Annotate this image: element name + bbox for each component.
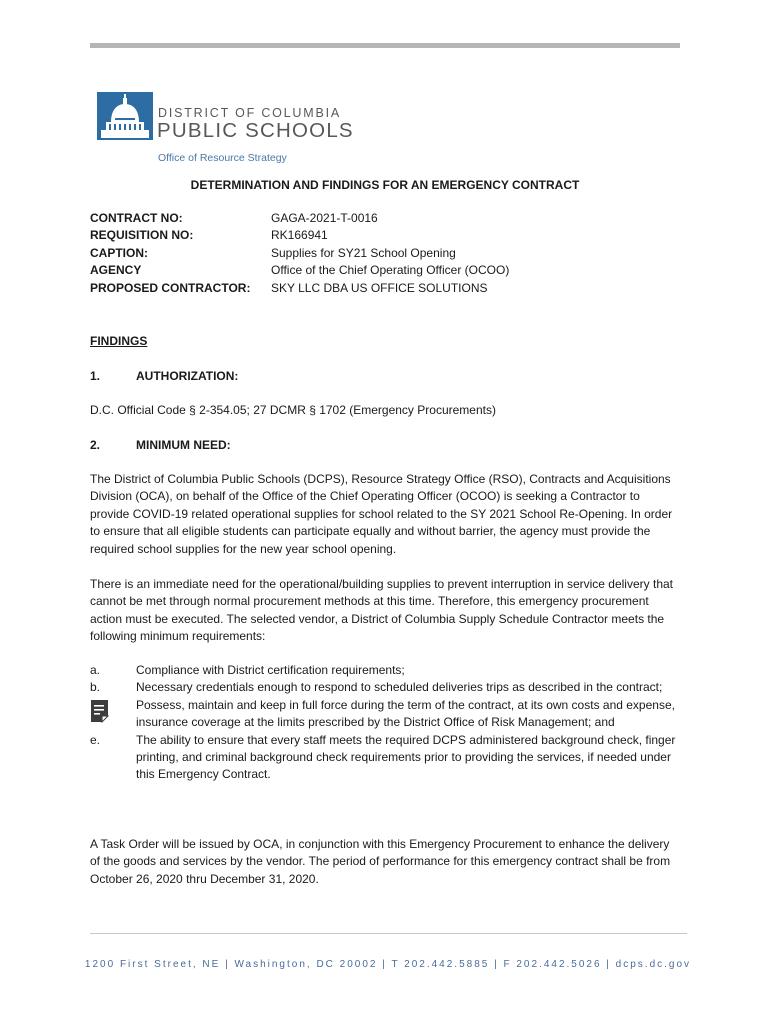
contract-info-row [90, 227, 509, 244]
list-marker [90, 697, 136, 732]
findings-heading: FINDINGS [90, 334, 148, 348]
authorization-text: D.C. Official Code § 2-354.05; 27 DCMR § 1702 (Emergency Procurements) [90, 403, 496, 417]
immediate-need-paragraph: There is an immediate need for the operational/building supplies to prevent interruption in service delivery that cannot be met through normal procurement methods at this time. Therefore, this emergency procurement action must be executed. The selected vendor, a District of Columbia Supply Schedule Contractor meets the following minimum requirements: [90, 577, 673, 644]
section-1-number: 1. [90, 369, 101, 383]
section-2-heading [90, 437, 231, 454]
contract-info [90, 210, 509, 297]
agency-label: AGENCY [90, 263, 142, 278]
section-1-title: AUTHORIZATION: [136, 369, 239, 383]
minimum-need-paragraph: The District of Columbia Public Schools (DCPS), Resource Strategy Office (RSO), Contracts and Acquisitions Division (OCA), on behalf of the Office of the Chief Operating Officer (OCOO) is seeking a Contractor to provide COVID-19 related operational supplies for school related to the SY 2021 School Re-Opening. In order to ensure that all eligible students can participate equally and without barrier, the agency must provide the required school supplies for the new year school opening. [90, 472, 673, 556]
contract-info-row [90, 210, 509, 227]
contract-info-row [90, 280, 509, 297]
list-marker: b. [90, 680, 101, 695]
requirements-list [90, 662, 680, 784]
letterhead-district: DISTRICT OF COLUMBIA [158, 106, 342, 120]
list-item-text: Possess, maintain and keep in full force during the term of the contract, at its own costs and expense, insurance coverage at the limits prescribed by the District Office of Risk Management; and [136, 697, 675, 730]
footer-rule [90, 933, 687, 934]
requisition-no-label: REQUISITION NO: [90, 228, 194, 243]
note-icon[interactable] [90, 699, 109, 723]
caption-label: CAPTION: [90, 245, 148, 260]
list-item-text: Necessary credentials enough to respond to scheduled deliveries trips as described in the contract; [136, 680, 663, 695]
capitol-dome-icon [97, 92, 153, 140]
section-1-heading [90, 368, 238, 385]
list-marker: e. [90, 732, 101, 747]
dcps-logo [97, 92, 367, 167]
section-2-number: 2. [90, 438, 101, 452]
requisition-no-value: RK166941 [271, 228, 328, 243]
letterhead-schools: PUBLIC SCHOOLS [157, 119, 354, 142]
contract-info-row [90, 245, 509, 262]
contractor-label: PROPOSED CONTRACTOR: [90, 280, 251, 295]
task-order-paragraph: A Task Order will be issued by OCA, in conjunction with this Emergency Procurement to enhance the delivery of the goods and services by the vendor. The period of performance for this emergency contract shall be from October 26, 2020 thru December 31, 2020. [90, 837, 671, 886]
list-item [90, 732, 680, 784]
section-2-title: MINIMUM NEED: [136, 438, 231, 452]
document-title: DETERMINATION AND FINDINGS FOR AN EMERGENCY CONTRACT [190, 178, 580, 192]
caption-value: Supplies for SY21 School Opening [271, 245, 456, 260]
contractor-value: SKY LLC DBA US OFFICE SOLUTIONS [271, 280, 488, 295]
list-item-text: The ability to ensure that every staff meets the required DCPS administered background check, finger printing, and criminal background check requirements prior to providing the services, if needed under this Emergency Contract. [136, 732, 676, 782]
list-item [90, 679, 680, 696]
header-rule [90, 43, 680, 48]
contract-no-label: CONTRACT NO: [90, 211, 183, 225]
list-item [90, 662, 680, 679]
list-marker: a. [90, 663, 101, 677]
contract-no-value: GAGA-2021-T-0016 [271, 211, 378, 225]
agency-value: Office of the Chief Operating Officer (OCOO) [271, 263, 510, 278]
footer-contact: 1200 First Street, NE | Washington, DC 20002 | T 202.442.5885 | F 202.442.5026 | dcps.dc.gov [84, 959, 692, 970]
letterhead-office: Office of Resource Strategy [158, 152, 287, 164]
list-item [90, 697, 680, 732]
list-item-text: Compliance with District certification requirements; [136, 663, 405, 677]
contract-info-row [90, 262, 509, 279]
